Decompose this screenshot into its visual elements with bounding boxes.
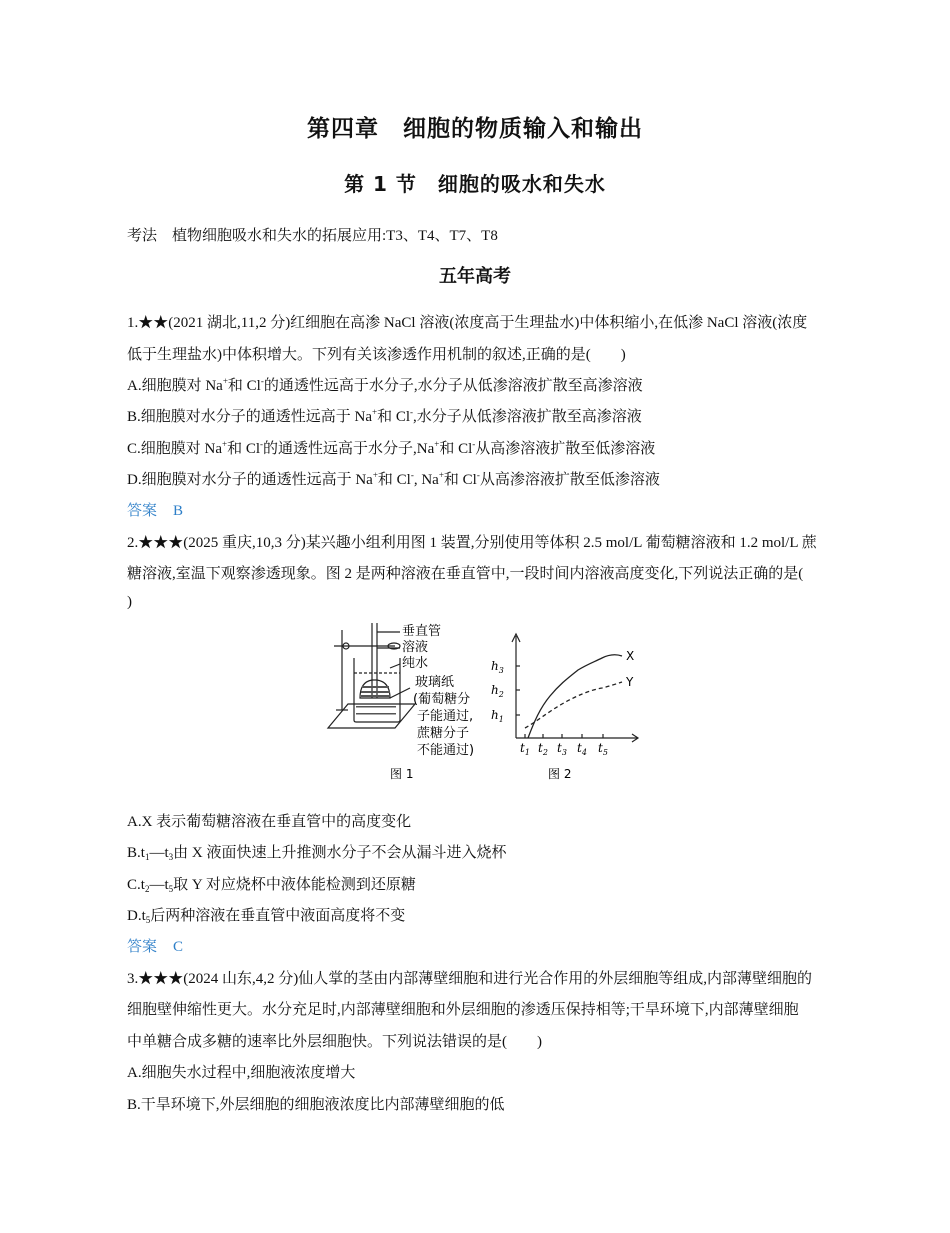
fig1-label-7: 不能通过) xyxy=(417,743,475,758)
kaofa-line: 考法 植物细胞吸水和失水的拓展应用:T3、T4、T7、T8 xyxy=(127,228,498,244)
q2-option-d: $D.t_5$后两种溶液在垂直管中液面高度将不变 xyxy=(127,908,406,925)
part-title: 五年高考 xyxy=(439,266,511,287)
q2-stem-line-2: 糖溶液,室温下观察渗透现象。图 2 是两种溶液在垂直管中,一段时间内溶液高度变化,下列说法正确的是( xyxy=(127,566,804,582)
fig1-label-2: 纯水 xyxy=(402,656,429,671)
q3-stem-line-2: 细胞壁伸缩性更大。水分充足时,内部薄壁细胞和外层细胞的渗透压保持相等;干旱环境下,内部薄壁细胞 xyxy=(127,1002,799,1018)
fig1-caption: 图 1 xyxy=(390,767,414,781)
svg-text:h2: $h_2$ xyxy=(491,683,504,699)
fig2-caption: 图 2 xyxy=(548,767,572,781)
q2-stem-line-3: ) xyxy=(127,594,132,610)
q3-option-b: B.干旱环境下,外层细胞的细胞液浓度比内部薄壁细胞的低 xyxy=(127,1097,505,1113)
q1-option-c: C.细胞膜对 Na+和 Cl-的通透性远高于水分子,Na+和 Cl-从高渗溶液扩散至低渗溶液 xyxy=(127,439,656,457)
q1-option-d: D.细胞膜对水分子的通透性远高于 Na+和 Cl-, Na+和 Cl-从高渗溶液扩散至低渗溶液 xyxy=(127,470,660,488)
q2-figure xyxy=(320,618,640,788)
series-x-curve xyxy=(528,655,622,738)
q2-stem-line-1: 2.★★★(2025 重庆,10,3 分)某兴趣小组利用图 1 装置,分别使用等体积 2.5 mol/L 葡萄糖溶液和 1.2 mol/L 蔗 xyxy=(127,535,817,551)
svg-text:t2: $t_2$ xyxy=(538,741,548,757)
y-tick-labels xyxy=(491,659,504,724)
section-title: 第 1 节 细胞的吸水和失水 xyxy=(344,172,606,196)
fig1-label-5: 子能通过, xyxy=(417,709,474,724)
fig1-label-6: 蔗糖分子 xyxy=(417,726,470,741)
q3-stem-line-1: 3.★★★(2024 山东,4,2 分)仙人掌的茎由内部薄壁细胞和进行光合作用的外层细胞等组成,内部薄壁细胞的 xyxy=(127,971,812,987)
x-tick-labels xyxy=(520,741,608,757)
svg-text:t4: $t_4$ xyxy=(577,741,587,757)
fig1-label-0: 垂直管 xyxy=(402,624,442,639)
q1-stem-line-2: 低于生理盐水)中体积增大。下列有关该渗透作用机制的叙述,正确的是( ) xyxy=(127,347,626,363)
fig1-label-4: (葡萄糖分 xyxy=(413,692,471,707)
q1-option-b: B.细胞膜对水分子的通透性远高于 Na+和 Cl-,水分子从低渗溶液扩散至高渗溶液 xyxy=(127,407,642,425)
q2-option-a: A.X 表示葡萄糖溶液在垂直管中的高度变化 xyxy=(127,814,412,830)
svg-text:t1: $t_1$ xyxy=(520,741,530,757)
svg-text:t3: $t_3$ xyxy=(557,741,567,757)
q2-option-b: $B.t_1—t_3$由 X 液面快速上升推测水分子不会从漏斗进入烧杯 xyxy=(127,845,507,862)
figure-1-solution-pattern xyxy=(356,686,396,715)
q3-stem-line-3: 中单糖合成多糖的速率比外层细胞快。下列说法错误的是( ) xyxy=(127,1034,542,1050)
fig1-label-3: 玻璃纸 xyxy=(415,675,455,690)
q2-answer: 答案 C xyxy=(127,939,184,955)
figure-2-axes xyxy=(512,634,638,742)
svg-text:t5: $t_5$ xyxy=(598,741,608,757)
series-x-label: X xyxy=(626,649,635,663)
series-y-label: Y xyxy=(626,675,634,689)
svg-text:h1: $h_1$ xyxy=(491,708,504,724)
q3-option-a: A.细胞失水过程中,细胞液浓度增大 xyxy=(127,1065,356,1081)
q1-answer: 答案 B xyxy=(127,503,184,519)
q2-option-c: $C.t_2—t_5$取 Y 对应烧杯中液体能检测到还原糖 xyxy=(127,877,416,894)
q1-option-a: A.细胞膜对 Na+和 Cl-的通透性远高于水分子,水分子从低渗溶液扩散至高渗溶液 xyxy=(127,376,643,394)
fig1-label-1: 溶液 xyxy=(402,640,429,655)
series-y-curve xyxy=(525,682,622,728)
svg-text:h3: $h_3$ xyxy=(491,659,504,675)
q1-stem-line-1: 1.★★(2021 湖北,11,2 分)红细胞在高渗 NaCl 溶液(浓度高于生理盐水)中体积缩小,在低渗 NaCl 溶液(浓度 xyxy=(127,315,808,331)
chapter-title: 第四章 细胞的物质输入和输出 xyxy=(307,116,643,142)
